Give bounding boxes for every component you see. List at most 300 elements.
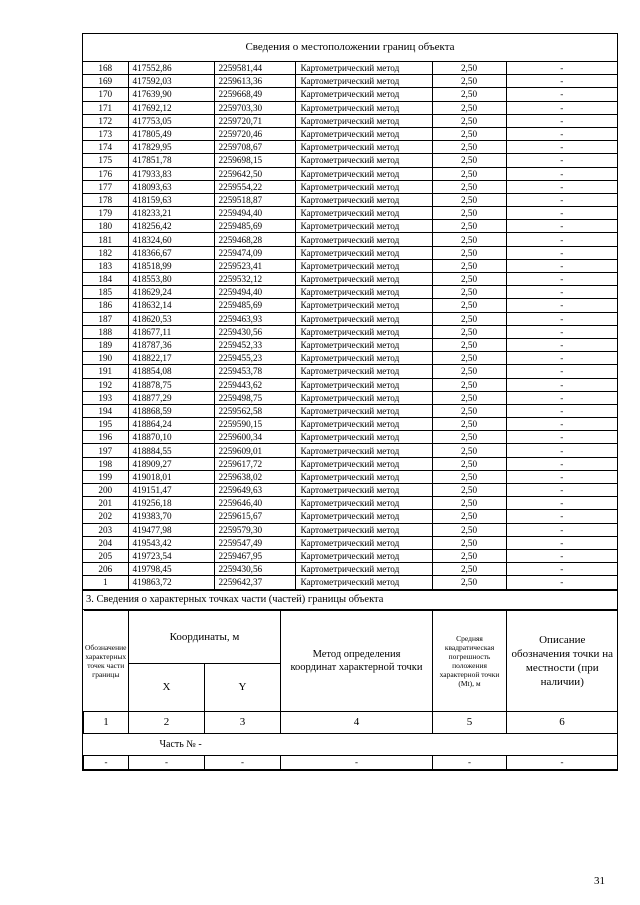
coord-y-cell: 2259581,44 (214, 62, 295, 75)
coord-x-cell: 418159,63 (128, 193, 214, 206)
coord-y-cell: 2259430,56 (214, 563, 295, 576)
table-row (83, 391, 617, 404)
point-number-cell: 172 (83, 114, 128, 127)
column-number-cell: 3 (205, 711, 281, 733)
description-cell: - (506, 273, 617, 286)
coord-y-cell: 2259579,30 (214, 523, 295, 536)
table-row (83, 470, 617, 483)
coord-y-cell: 2259642,37 (214, 576, 295, 589)
header-method: Метод определения координат характерной точки (281, 610, 433, 711)
point-number-cell: 201 (83, 497, 128, 510)
method-cell: Картометрический метод (295, 180, 432, 193)
table-row (83, 325, 617, 338)
coord-x-cell: 418553,80 (128, 273, 214, 286)
error-value-cell: 2,50 (432, 576, 506, 589)
table-row (83, 75, 617, 88)
column-number-cell: 4 (281, 711, 433, 733)
header-coords: Координаты, м (129, 610, 281, 663)
coord-y-cell: 2259600,34 (214, 431, 295, 444)
description-cell: - (506, 114, 617, 127)
point-number-cell: 200 (83, 484, 128, 497)
method-cell: Картометрический метод (295, 457, 432, 470)
part-label: Часть № - (84, 733, 618, 755)
description-cell: - (506, 536, 617, 549)
section3-table (83, 610, 618, 770)
point-number-cell: 204 (83, 536, 128, 549)
coord-x-cell: 419256,18 (128, 497, 214, 510)
coord-y-cell: 2259617,72 (214, 457, 295, 470)
table-row (83, 536, 617, 549)
points-table (83, 62, 617, 590)
coord-x-cell: 418677,11 (128, 325, 214, 338)
error-value-cell: 2,50 (432, 378, 506, 391)
point-number-cell: 169 (83, 75, 128, 88)
error-value-cell: 2,50 (432, 404, 506, 417)
method-cell: Картометрический метод (295, 207, 432, 220)
coord-x-cell: 418629,24 (128, 286, 214, 299)
description-cell: - (506, 484, 617, 497)
coord-x-cell: 418868,59 (128, 404, 214, 417)
method-cell: Картометрический метод (295, 167, 432, 180)
method-cell: Картометрический метод (295, 404, 432, 417)
coord-x-cell: 418366,67 (128, 246, 214, 259)
point-number-cell: 193 (83, 391, 128, 404)
description-cell: - (506, 141, 617, 154)
description-cell: - (506, 470, 617, 483)
coord-x-cell: 418518,99 (128, 259, 214, 272)
coord-x-cell: 419018,01 (128, 470, 214, 483)
coord-y-cell: 2259474,09 (214, 246, 295, 259)
empty-cell: - (507, 755, 618, 769)
coord-x-cell: 419723,54 (128, 549, 214, 562)
header-error: Средняя квадратическая погрешность положения характерной точки (Mt), м (433, 610, 507, 711)
method-cell: Картометрический метод (295, 444, 432, 457)
method-cell: Картометрический метод (295, 312, 432, 325)
description-cell: - (506, 365, 617, 378)
empty-data-row (84, 755, 618, 769)
point-number-cell: 195 (83, 418, 128, 431)
point-number-cell: 186 (83, 299, 128, 312)
coord-y-cell: 2259430,56 (214, 325, 295, 338)
coord-y-cell: 2259638,02 (214, 470, 295, 483)
coord-x-cell: 418878,75 (128, 378, 214, 391)
description-cell: - (506, 286, 617, 299)
method-cell: Картометрический метод (295, 141, 432, 154)
coord-y-cell: 2259703,30 (214, 101, 295, 114)
method-cell: Картометрический метод (295, 470, 432, 483)
description-cell: - (506, 404, 617, 417)
table-row (83, 484, 617, 497)
point-number-cell: 185 (83, 286, 128, 299)
table-row (83, 154, 617, 167)
error-value-cell: 2,50 (432, 338, 506, 351)
point-number-cell: 194 (83, 404, 128, 417)
method-cell: Картометрический метод (295, 497, 432, 510)
coord-y-cell: 2259494,40 (214, 286, 295, 299)
coord-y-cell: 2259590,15 (214, 418, 295, 431)
error-value-cell: 2,50 (432, 75, 506, 88)
coord-x-cell: 417639,90 (128, 88, 214, 101)
coord-x-cell: 419543,42 (128, 536, 214, 549)
description-cell: - (506, 391, 617, 404)
description-cell: - (506, 180, 617, 193)
description-cell: - (506, 62, 617, 75)
empty-cell: - (205, 755, 281, 769)
point-number-cell: 173 (83, 127, 128, 140)
method-cell: Картометрический метод (295, 127, 432, 140)
coord-x-cell: 417851,78 (128, 154, 214, 167)
coord-x-cell: 418632,14 (128, 299, 214, 312)
coord-x-cell: 419477,98 (128, 523, 214, 536)
method-cell: Картометрический метод (295, 510, 432, 523)
empty-cell: - (129, 755, 205, 769)
coord-y-cell: 2259562,58 (214, 404, 295, 417)
method-cell: Картометрический метод (295, 233, 432, 246)
method-cell: Картометрический метод (295, 365, 432, 378)
coord-y-cell: 2259443,62 (214, 378, 295, 391)
empty-cell: - (281, 755, 433, 769)
header-y: Y (205, 663, 281, 711)
method-cell: Картометрический метод (295, 273, 432, 286)
error-value-cell: 2,50 (432, 141, 506, 154)
column-number-cell: 6 (507, 711, 618, 733)
point-number-cell: 189 (83, 338, 128, 351)
point-number-cell: 184 (83, 273, 128, 286)
error-value-cell: 2,50 (432, 431, 506, 444)
point-number-cell: 182 (83, 246, 128, 259)
description-cell: - (506, 418, 617, 431)
point-number-cell: 168 (83, 62, 128, 75)
table-row (83, 497, 617, 510)
coord-y-cell: 2259494,40 (214, 207, 295, 220)
error-value-cell: 2,50 (432, 233, 506, 246)
header-x: X (129, 663, 205, 711)
description-cell: - (506, 75, 617, 88)
coord-y-cell: 2259452,33 (214, 338, 295, 351)
coord-x-cell: 418909,27 (128, 457, 214, 470)
error-value-cell: 2,50 (432, 220, 506, 233)
coord-x-cell: 418854,08 (128, 365, 214, 378)
coord-y-cell: 2259613,36 (214, 75, 295, 88)
coord-y-cell: 2259468,28 (214, 233, 295, 246)
error-value-cell: 2,50 (432, 444, 506, 457)
table-row (83, 233, 617, 246)
coord-x-cell: 418324,60 (128, 233, 214, 246)
method-cell: Картометрический метод (295, 75, 432, 88)
coord-y-cell: 2259708,67 (214, 141, 295, 154)
table-row (83, 88, 617, 101)
error-value-cell: 2,50 (432, 273, 506, 286)
page-number: 31 (594, 875, 605, 887)
error-value-cell: 2,50 (432, 497, 506, 510)
table-row (83, 299, 617, 312)
section3-title: 3. Сведения о характерных точках части (частей) границы объекта (83, 590, 617, 610)
coord-y-cell: 2259720,46 (214, 127, 295, 140)
coord-x-cell: 417805,49 (128, 127, 214, 140)
table-row (83, 167, 617, 180)
error-value-cell: 2,50 (432, 312, 506, 325)
point-number-cell: 190 (83, 352, 128, 365)
description-cell: - (506, 167, 617, 180)
coord-x-cell: 419383,70 (128, 510, 214, 523)
coord-y-cell: 2259485,69 (214, 299, 295, 312)
table-row (83, 418, 617, 431)
error-value-cell: 2,50 (432, 510, 506, 523)
column-number-cell: 5 (433, 711, 507, 733)
method-cell: Картометрический метод (295, 154, 432, 167)
description-cell: - (506, 352, 617, 365)
method-cell: Картометрический метод (295, 352, 432, 365)
error-value-cell: 2,50 (432, 246, 506, 259)
header-designation: Обозначение характерных точек части границы (84, 610, 129, 711)
error-value-cell: 2,50 (432, 154, 506, 167)
error-value-cell: 2,50 (432, 299, 506, 312)
point-number-cell: 202 (83, 510, 128, 523)
point-number-cell: 203 (83, 523, 128, 536)
coord-x-cell: 417592,03 (128, 75, 214, 88)
description-cell: - (506, 101, 617, 114)
error-value-cell: 2,50 (432, 325, 506, 338)
point-number-cell: 198 (83, 457, 128, 470)
document-frame (82, 33, 618, 771)
coord-x-cell: 418884,55 (128, 444, 214, 457)
error-value-cell: 2,50 (432, 352, 506, 365)
point-number-cell: 183 (83, 259, 128, 272)
point-number-cell: 206 (83, 563, 128, 576)
coord-x-cell: 418093,63 (128, 180, 214, 193)
page-title: Сведения о местоположении границ объекта (83, 34, 617, 62)
coord-y-cell: 2259547,49 (214, 536, 295, 549)
point-number-cell: 205 (83, 549, 128, 562)
coord-y-cell: 2259455,23 (214, 352, 295, 365)
coord-y-cell: 2259467,95 (214, 549, 295, 562)
point-number-cell: 179 (83, 207, 128, 220)
coord-y-cell: 2259698,15 (214, 154, 295, 167)
point-number-cell: 175 (83, 154, 128, 167)
description-cell: - (506, 510, 617, 523)
table-row (83, 246, 617, 259)
table-row (83, 378, 617, 391)
coord-y-cell: 2259532,12 (214, 273, 295, 286)
coord-y-cell: 2259498,75 (214, 391, 295, 404)
error-value-cell: 2,50 (432, 563, 506, 576)
error-value-cell: 2,50 (432, 62, 506, 75)
header-description: Описание обозначения точки на местности (при наличии) (507, 610, 618, 711)
coord-x-cell: 419798,45 (128, 563, 214, 576)
point-number-cell: 171 (83, 101, 128, 114)
description-cell: - (506, 207, 617, 220)
coord-y-cell: 2259523,41 (214, 259, 295, 272)
error-value-cell: 2,50 (432, 418, 506, 431)
empty-cell: - (84, 755, 129, 769)
coord-x-cell: 418620,53 (128, 312, 214, 325)
coord-x-cell: 418870,10 (128, 431, 214, 444)
table-row (83, 431, 617, 444)
method-cell: Картометрический метод (295, 88, 432, 101)
method-cell: Картометрический метод (295, 259, 432, 272)
coord-y-cell: 2259649,63 (214, 484, 295, 497)
coord-y-cell: 2259554,22 (214, 180, 295, 193)
coord-x-cell: 417933,83 (128, 167, 214, 180)
coord-y-cell: 2259642,50 (214, 167, 295, 180)
description-cell: - (506, 246, 617, 259)
table-row (83, 259, 617, 272)
method-cell: Картометрический метод (295, 101, 432, 114)
description-cell: - (506, 444, 617, 457)
description-cell: - (506, 378, 617, 391)
point-number-cell: 170 (83, 88, 128, 101)
coord-y-cell: 2259453,78 (214, 365, 295, 378)
method-cell: Картометрический метод (295, 418, 432, 431)
point-number-cell: 191 (83, 365, 128, 378)
error-value-cell: 2,50 (432, 286, 506, 299)
coord-x-cell: 419863,72 (128, 576, 214, 589)
table-row (83, 127, 617, 140)
table-row (83, 207, 617, 220)
method-cell: Картометрический метод (295, 484, 432, 497)
table-row (83, 404, 617, 417)
table-row (83, 180, 617, 193)
column-number-cell: 1 (84, 711, 129, 733)
table-row (83, 352, 617, 365)
point-number-cell: 197 (83, 444, 128, 457)
point-number-cell: 181 (83, 233, 128, 246)
error-value-cell: 2,50 (432, 470, 506, 483)
coord-x-cell: 418822,17 (128, 352, 214, 365)
description-cell: - (506, 457, 617, 470)
point-number-cell: 177 (83, 180, 128, 193)
description-cell: - (506, 259, 617, 272)
table-row (83, 114, 617, 127)
description-cell: - (506, 233, 617, 246)
error-value-cell: 2,50 (432, 207, 506, 220)
method-cell: Картометрический метод (295, 325, 432, 338)
method-cell: Картометрический метод (295, 576, 432, 589)
error-value-cell: 2,50 (432, 114, 506, 127)
description-cell: - (506, 193, 617, 206)
method-cell: Картометрический метод (295, 299, 432, 312)
column-number-cell: 2 (129, 711, 205, 733)
method-cell: Картометрический метод (295, 549, 432, 562)
error-value-cell: 2,50 (432, 101, 506, 114)
point-number-cell: 178 (83, 193, 128, 206)
error-value-cell: 2,50 (432, 484, 506, 497)
table-row (83, 563, 617, 576)
description-cell: - (506, 88, 617, 101)
coord-y-cell: 2259463,93 (214, 312, 295, 325)
table-row (83, 220, 617, 233)
table-row (83, 62, 617, 75)
table-row (83, 193, 617, 206)
point-number-cell: 187 (83, 312, 128, 325)
point-number-cell: 176 (83, 167, 128, 180)
coord-y-cell: 2259518,87 (214, 193, 295, 206)
table-row (83, 101, 617, 114)
coord-x-cell: 418877,29 (128, 391, 214, 404)
table-row (83, 273, 617, 286)
method-cell: Картометрический метод (295, 193, 432, 206)
coord-x-cell: 417552,86 (128, 62, 214, 75)
point-number-cell: 192 (83, 378, 128, 391)
method-cell: Картометрический метод (295, 114, 432, 127)
method-cell: Картометрический метод (295, 563, 432, 576)
error-value-cell: 2,50 (432, 193, 506, 206)
error-value-cell: 2,50 (432, 167, 506, 180)
description-cell: - (506, 154, 617, 167)
description-cell: - (506, 497, 617, 510)
method-cell: Картометрический метод (295, 338, 432, 351)
coord-y-cell: 2259720,71 (214, 114, 295, 127)
table-row (83, 576, 617, 589)
table-row (83, 286, 617, 299)
table-row (83, 549, 617, 562)
error-value-cell: 2,50 (432, 259, 506, 272)
coord-y-cell: 2259609,01 (214, 444, 295, 457)
coord-x-cell: 418233,21 (128, 207, 214, 220)
coord-x-cell: 418787,36 (128, 338, 214, 351)
error-value-cell: 2,50 (432, 365, 506, 378)
description-cell: - (506, 220, 617, 233)
description-cell: - (506, 549, 617, 562)
coord-x-cell: 417753,05 (128, 114, 214, 127)
method-cell: Картометрический метод (295, 286, 432, 299)
error-value-cell: 2,50 (432, 523, 506, 536)
method-cell: Картометрический метод (295, 220, 432, 233)
error-value-cell: 2,50 (432, 88, 506, 101)
description-cell: - (506, 325, 617, 338)
coord-x-cell: 418256,42 (128, 220, 214, 233)
method-cell: Картометрический метод (295, 431, 432, 444)
method-cell: Картометрический метод (295, 523, 432, 536)
description-cell: - (506, 431, 617, 444)
point-number-cell: 196 (83, 431, 128, 444)
error-value-cell: 2,50 (432, 127, 506, 140)
table-row (83, 523, 617, 536)
point-number-cell: 188 (83, 325, 128, 338)
description-cell: - (506, 563, 617, 576)
coord-y-cell: 2259668,49 (214, 88, 295, 101)
coord-x-cell: 417829,95 (128, 141, 214, 154)
table-row (83, 365, 617, 378)
error-value-cell: 2,50 (432, 180, 506, 193)
table-row (83, 312, 617, 325)
description-cell: - (506, 127, 617, 140)
empty-cell: - (433, 755, 507, 769)
point-number-cell: 1 (83, 576, 128, 589)
table-row (83, 510, 617, 523)
method-cell: Картометрический метод (295, 378, 432, 391)
error-value-cell: 2,50 (432, 391, 506, 404)
method-cell: Картометрический метод (295, 391, 432, 404)
point-number-cell: 199 (83, 470, 128, 483)
coord-x-cell: 419151,47 (128, 484, 214, 497)
table-row (83, 338, 617, 351)
description-cell: - (506, 523, 617, 536)
method-cell: Картометрический метод (295, 536, 432, 549)
coord-y-cell: 2259615,67 (214, 510, 295, 523)
point-number-cell: 180 (83, 220, 128, 233)
error-value-cell: 2,50 (432, 549, 506, 562)
column-number-row (84, 711, 618, 733)
coord-x-cell: 418864,24 (128, 418, 214, 431)
description-cell: - (506, 312, 617, 325)
method-cell: Картометрический метод (295, 62, 432, 75)
table-row (83, 457, 617, 470)
description-cell: - (506, 576, 617, 589)
description-cell: - (506, 299, 617, 312)
error-value-cell: 2,50 (432, 536, 506, 549)
description-cell: - (506, 338, 617, 351)
